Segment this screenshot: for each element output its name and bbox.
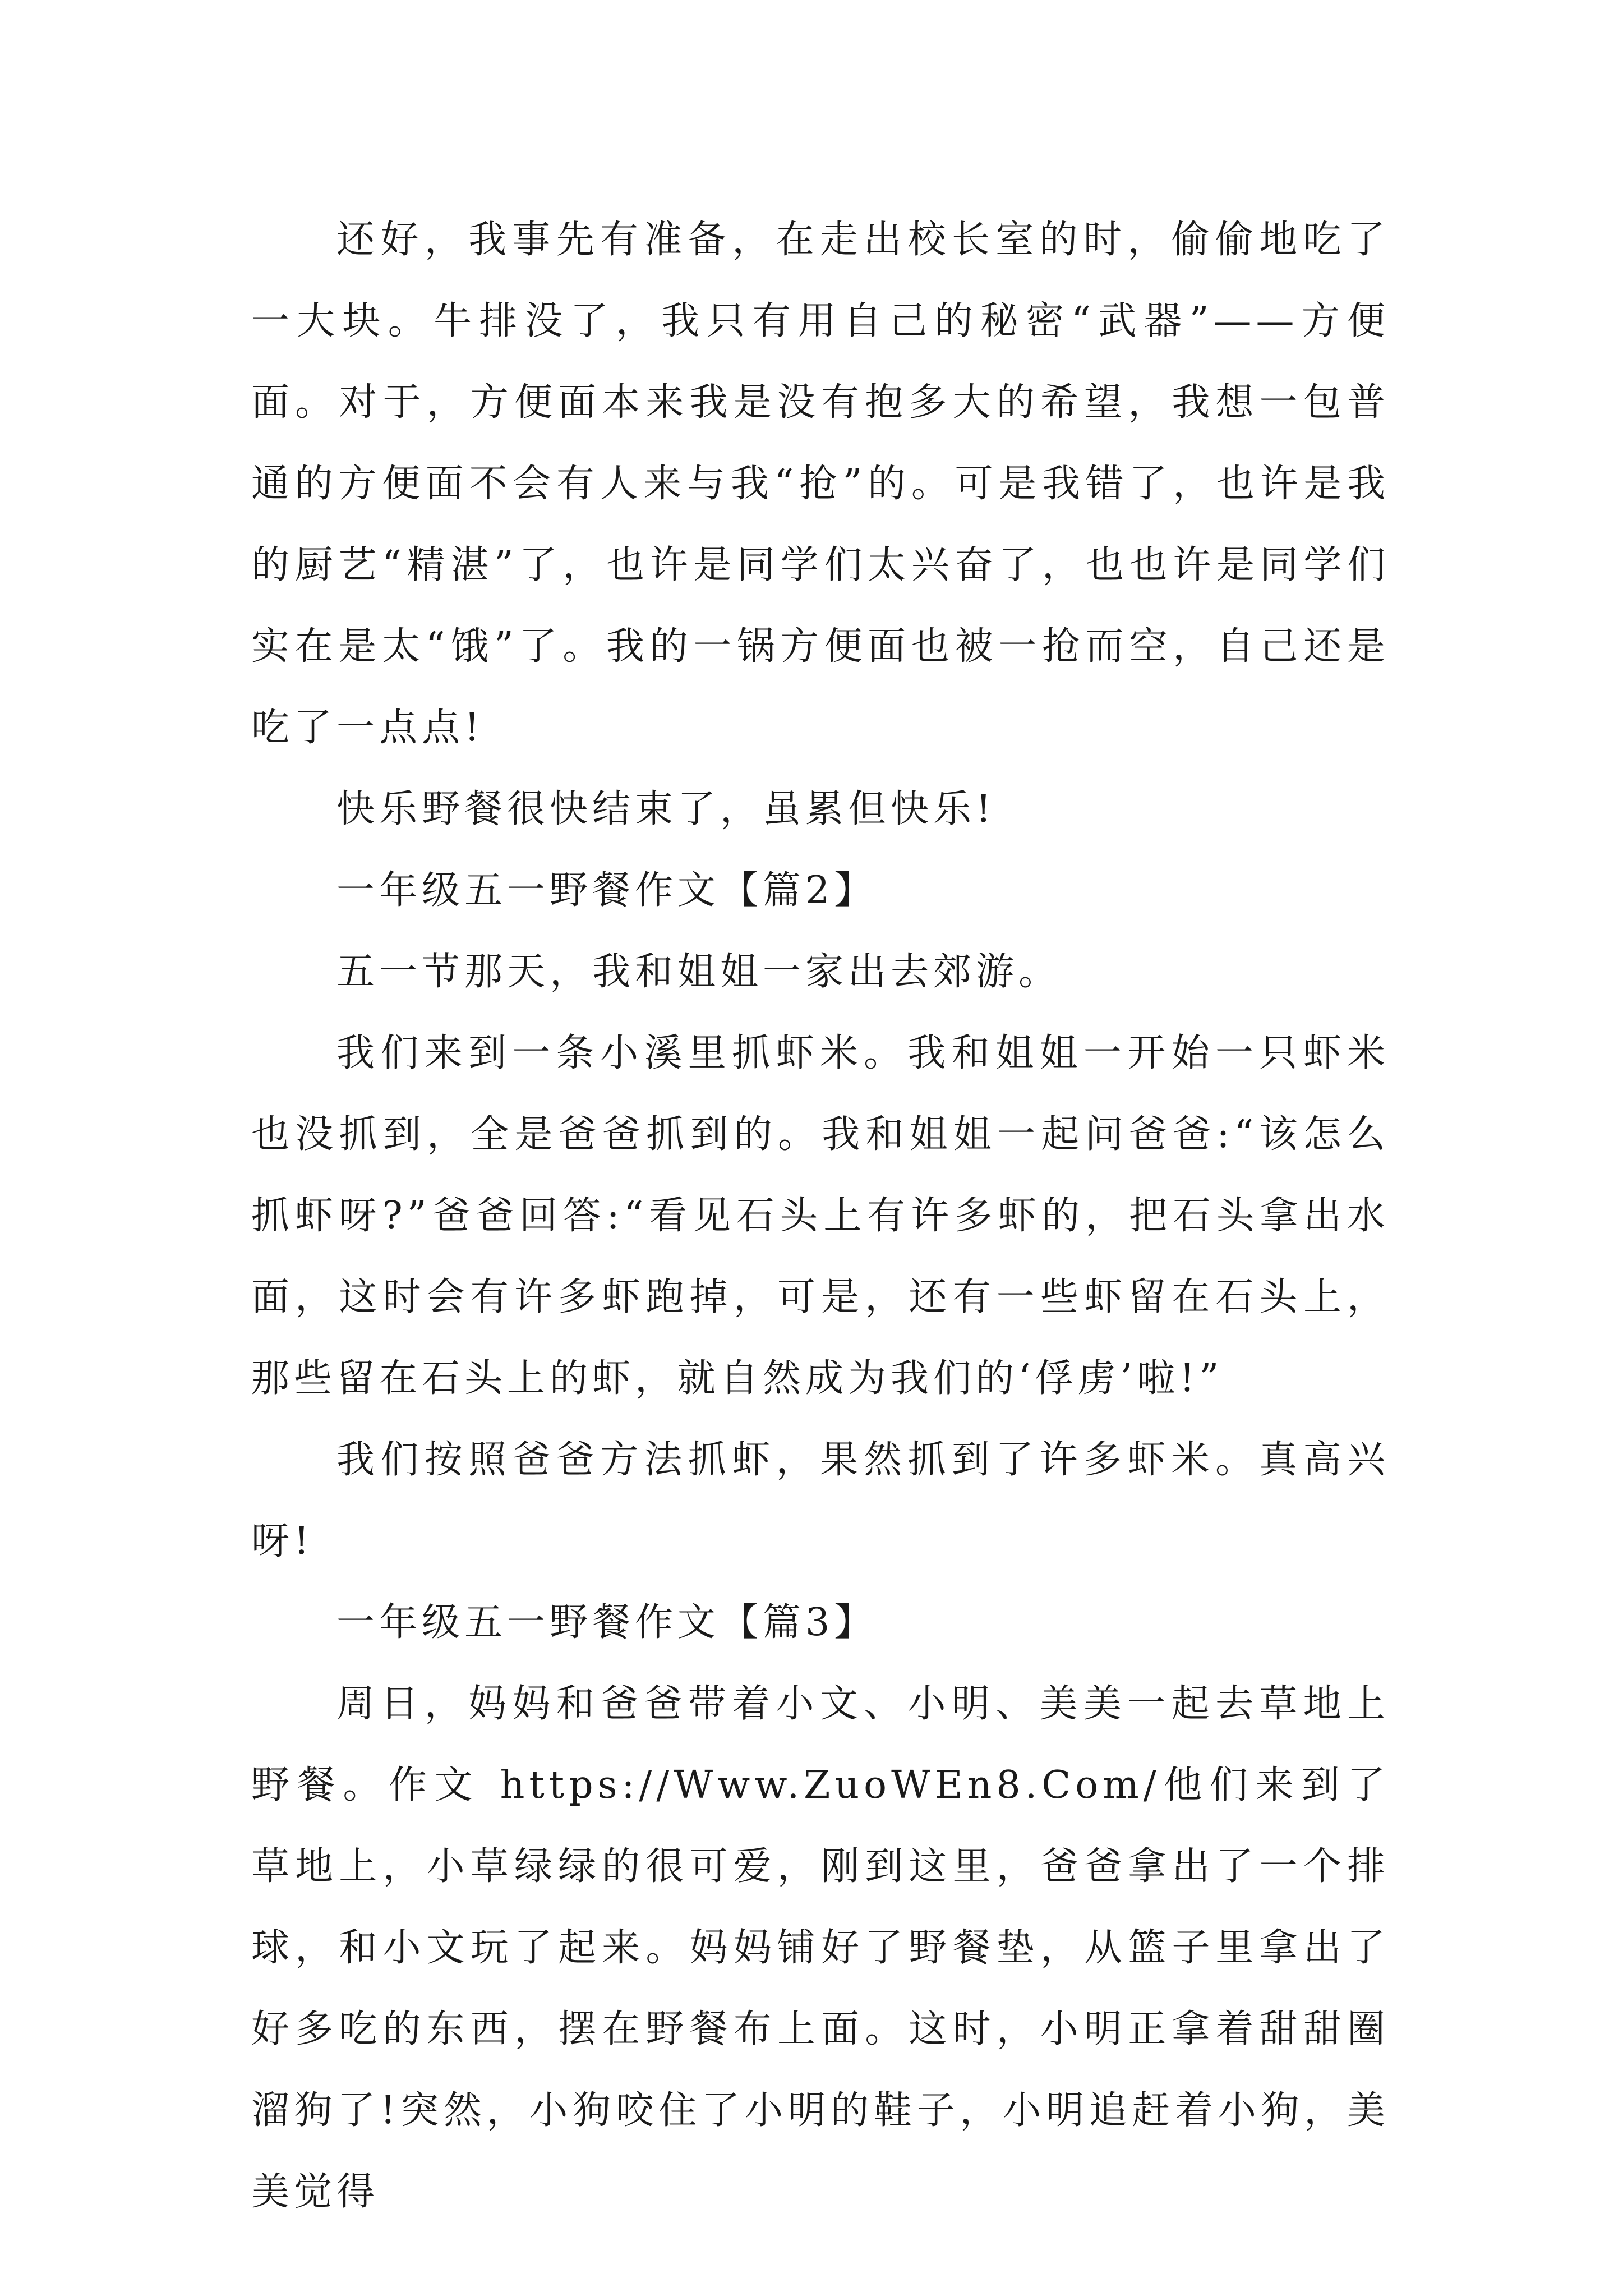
paragraph-shrimp-catching: 我们来到一条小溪里抓虾米。我和姐姐一开始一只虾米也没抓到，全是爸爸抓到的。我和姐姐一起问爸爸:“该怎么抓虾呀?”爸爸回答:“看见石头上有许多虾的，把石头拿出水面，这时会有许多虾跑掉，可是，还有一些虾留在石头上，那些留在石头上的虾，就自然成为我们的‘俘虏’啦!” bbox=[251, 1031, 1390, 1401]
paragraph-picnic-noodles: 还好，我事先有准备，在走出校长室的时，偷偷地吃了一大块。牛排没了，我只有用自己的秘密“武器”——方便面。对于，方便面本来我是没有抱多大的希望，我想一包普通的方便面不会有人来与我“抢”的。可是我错了，也许是我的厨艺“精湛”了，也许是同学们太兴奋了，也也许是同学们实在是太“饿”了。我的一锅方便面也被一抢而空，自己还是吃了一点点! bbox=[251, 218, 1390, 750]
paragraph-shrimp-success: 我们按照爸爸方法抓虾，果然抓到了许多虾米。真高兴呀! bbox=[251, 1438, 1390, 1563]
document-body bbox=[251, 199, 1390, 2233]
essay-heading-3: 一年级五一野餐作文【篇3】 bbox=[336, 1600, 877, 1645]
paragraph-sunday-picnic: 周日，妈妈和爸爸带着小文、小明、美美一起去草地上野餐。作文 https://Www.ZuoWEn8.Com/他们来到了草地上，小草绿绿的很可爱，刚到这里，爸爸拿出了一个排球，和小文玩了起来。妈妈铺好了野餐垫，从篮子里拿出了好多吃的东西，摆在野餐布上面。这时，小明正拿着甜甜圈溜狗了!突然，小狗咬住了小明的鞋子，小明追赶着小狗，美美觉得 bbox=[251, 1682, 1390, 2214]
paragraph-picnic-end: 快乐野餐很快结束了，虽累但快乐! bbox=[336, 787, 996, 831]
essay-heading-2: 一年级五一野餐作文【篇2】 bbox=[336, 868, 877, 913]
paragraph-outing: 五一节那天，我和姐姐一家出去郊游。 bbox=[336, 950, 1062, 994]
